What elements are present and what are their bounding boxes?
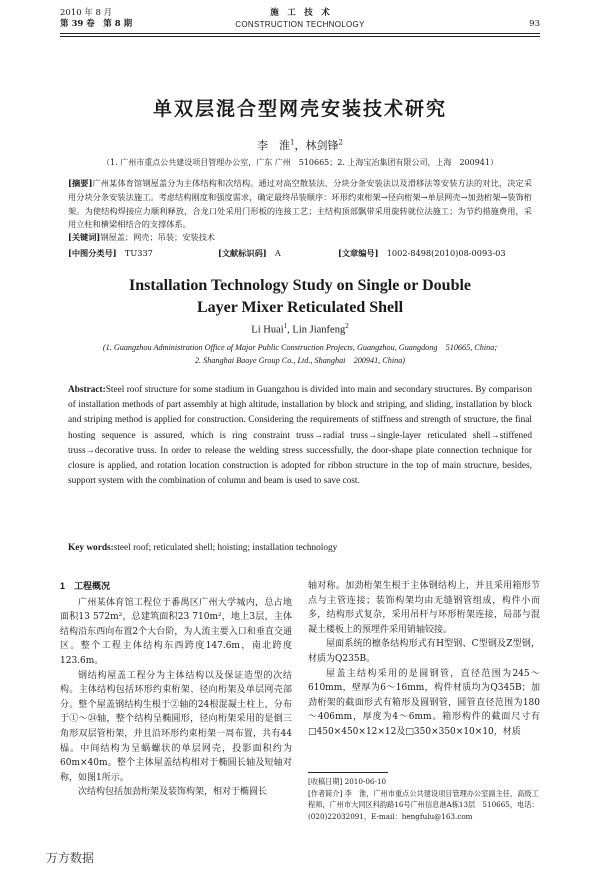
author-en-1-sup: 1 [283, 322, 288, 330]
affiliation-cn: （1. 广州市重点公共建设项目管理办公室，广东 广州 510665；2. 上海宝冶集团有限公司，上海 200941） [102, 158, 498, 167]
affiliation-en-line-1: (1. Guangzhou Administration Office of Major Public Construction Projects, Guangzhou, Guangdong 510665, China; [102, 343, 498, 352]
body-paragraph: 屋面系统的檩条结构形式有H型钢、C型钢及Z型钢，材质为Q235B。 [308, 639, 540, 664]
title-en-line-2: Layer Mixer Reticulated Shell [196, 299, 404, 316]
abstract-en-label: Abstract: [68, 385, 106, 395]
keywords-en-label: Key words: [68, 543, 114, 553]
affiliation-en [70, 341, 530, 367]
title-en [0, 275, 600, 319]
keywords-cn [68, 232, 532, 243]
clc-value: TU337 [124, 248, 153, 258]
body-paragraph: 钢结构屋盖工程分为主体结构以及保证造型的次结构。主体结构包括环形约束桁架、径向桁架及单层网壳部分。整个屋盖钢结构生根于②轴的24根混凝土柱上，分布于①～㉔轴，整个结构呈椭圆形，径向桁架采用的是倒三角形双层管桁架，并且沿环形约束桁架一周布置，共有44榀。中间结构为呈蜗螺状的单层网壳，投影面积约为60m×40m。整个主体屋盖结构相对于椭圆长轴及短轴对称，如图1所示。 [60, 670, 292, 783]
body-column-right [308, 579, 540, 740]
header-rule-thin [60, 36, 540, 37]
body-column-left [60, 579, 292, 800]
footnote-received-date: [收稿日期] 2010-06-10 [308, 777, 387, 786]
abstract-en-text: Steel roof structure for some stadium in Guangzhou is divided into main and secondary structures. By comparison of installation methods of part assembly at high altitude, installation by block and striping, and sliding, installation by block and striping method is applied for construction. Considering the requirements of stiffness and strength of structure, the final hosting sequence is assured, which is ring constraint truss→radial truss→single-layer reticulated shell→stiffened truss→decorative truss. In order to release the welding stress successfully, the door-shape plate connection technique for closure is applied, and rotation location construction is adopted for ribbon structure in the top of main structure, besides, support system with the combination of column and beam is used to save cost. [68, 385, 532, 487]
doc-code-field [218, 248, 281, 259]
article-no-field [338, 248, 506, 259]
title-en-line-1: Installation Technology Study on Single or Double [128, 277, 472, 294]
header-date-line: 2010 年 8 月 [60, 8, 113, 18]
section-1-heading: 1 工程概况 [60, 581, 111, 591]
footnote [308, 776, 540, 822]
abstract-cn-label: [摘要] [68, 178, 93, 188]
author-cn-1: 李 淮 [257, 139, 291, 152]
author-en-sep: , [287, 324, 293, 336]
author-cn-1-sup: 1 [290, 138, 295, 147]
article-no-label: [文章编号] [338, 248, 379, 258]
keywords-en [68, 543, 532, 553]
body-paragraph: 次结构包括加劲桁架及装饰构架，相对于椭圆长 [78, 787, 268, 798]
header-rule-thick [60, 33, 540, 34]
title-cn: 单双层混合型网壳安装技术研究 [152, 98, 447, 120]
doc-code-label: [文献标识码] [218, 248, 267, 258]
body-paragraph: 广州某体育馆工程位于番禺区广州大学城内，总占地面积13 572m²，总建筑面积23 710m²，地上3层，主体结构沿东西向布置2个大台阶，为人流主要入口和垂直交通区。整个工程主体结构东西跨度147.6m，南北跨度123.6m。 [60, 597, 292, 666]
footnote-author-bio: [作者简介] 李 淮，广州市重点公共建设项目管理办公室副主任，高级工程师，广州市大同区科韵路16号广州信息港A栋13层 510665，电话：(020)22032091，E-mail：hengfulu@163.com [308, 788, 539, 821]
clc-label: [中图分类号] [68, 248, 117, 258]
keywords-cn-label: [关键词] [68, 232, 101, 242]
running-header [60, 8, 540, 32]
header-volume-line: 第 39 卷 第 8 期 [60, 19, 133, 29]
header-journal-en: CONSTRUCTION TECHNOLOGY [235, 20, 365, 29]
classification-row [68, 248, 532, 260]
header-journal-cn: 施 工 技 术 [270, 8, 330, 18]
article-no-value: 1002-8498(2010)08-0093-03 [386, 248, 506, 258]
authors-en [0, 322, 600, 336]
author-en-2-sup: 2 [345, 322, 349, 330]
keywords-cn-text: 钢屋盖；网壳；吊装；安装技术 [100, 232, 215, 242]
body-paragraph: 屋盖主结构采用的是圆钢管，直径范围为245～610mm，壁厚为6～16mm，构件材质均为Q345B；加劲桁架的截面形式有箱形及圆钢管，圆管直径范围为180～406mm，厚度为4～6mm。箱形构件的截面尺寸有□450×450×12×12及□350×350×10×10，材质 [308, 668, 540, 737]
author-en-1: Li Huai [251, 324, 284, 336]
abstract-cn [68, 177, 532, 232]
affiliation-en-line-2: 2. Shanghai Baoye Group Co., Ltd., Shanghai 200941, China) [194, 356, 406, 365]
abstract-en [68, 383, 532, 489]
author-en-2: Lin Jianfeng [292, 324, 346, 336]
abstract-cn-text: 广州某体育馆钢屋盖分为主体结构和次结构。通过对高空散装法、分块分条安装法以及滑移法等安装方法的对比，决定采用分块分条安装法施工。考虑结构刚度和强度需求，确定最终吊装顺序：环形约束桁架→径向桁架→单层网壳→加劲桁架→装饰桁架。为使结构焊接应力顺利释放，合龙口处采用门形板的连接工艺；主结构顶部飘带采用旋转就位法施工；为节约措施费用，采用立柱和横梁相结合的支撑体系。 [68, 178, 532, 230]
footnote-rule [308, 772, 388, 773]
author-cn-sep: ， [294, 139, 306, 152]
doc-code-value: A [274, 248, 281, 258]
keywords-en-text: steel roof; reticulated shell; hoisting; installation technology [113, 543, 338, 553]
authors-cn [0, 137, 600, 153]
wanfang-watermark: 万方数据 [46, 851, 95, 865]
author-cn-2: 林剑锋 [305, 139, 339, 152]
body-paragraph: 轴对称。加劲桁架生根于主体钢结构上，并且采用箱形节点与主管连接；装饰构架均由无缝钢管组成，构件小而多，结构形式复杂，采用吊杆与环形桁架连接，局部与混凝土楼板上的预埋件采用销轴铰接。 [308, 581, 540, 635]
author-cn-2-sup: 2 [338, 138, 343, 147]
header-page-number: 93 [529, 19, 540, 29]
clc-field [68, 248, 153, 259]
header-journal [60, 8, 540, 30]
